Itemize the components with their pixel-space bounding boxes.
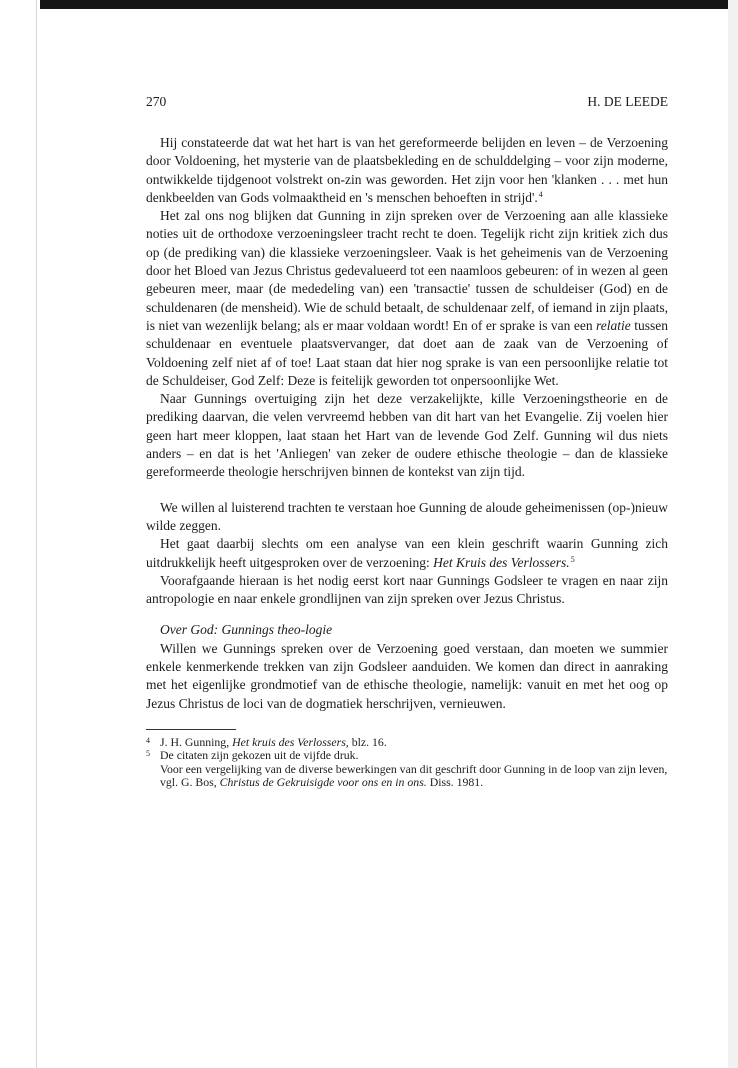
paragraph-3: Naar Gunnings overtuiging zijn het deze verzakelijkte, kille Verzoeningstheorie en de prediking daarvan, die velen vervreemd hebben van dit hart van het Evangelie. Zij voelen hier geen hart meer kloppen, laat staan het Hart van de levende God Zelf. Gunning wil dus niets anders – en dat is het 'Anliegen' van zeker de oudere ethische theologie – dan de klassieke gereformeerde theologie herschrijven binnen de kontekst van zijn tijd.	[146, 391, 668, 480]
emphasis-relatie: relatie	[596, 317, 631, 333]
paragraph-2: Het zal ons nog blijken dat Gunning in zijn spreken over de Verzoening aan alle klassieke noties uit de orthodoxe verzoeningsleer tracht recht te doen. Tegelijk richt zijn kritiek zich dus op (de prediking van) die klassieke verzoeningsleer. Vaak is het geheimenis van de Verzoening door het Bloed van Jezus Christus gedevalueerd tot een naamloos gebeuren: of in wezen al geen gebeuren meer, maar (de mededeling van) een 'transactie' tussen de schuldeiser (God) en de schuldenaren (de mensheid). Wie de schuld betaalt, de schuldenaar zelf, of iemand in zijn plaats, is niet van wezenlijk belang; als er maar voldaan wordt! En of er sprake is van een relatie tussen schuldenaar en eventuele plaatsvervanger, dat doet aan de zaak van de Verzoening of Voldoening zelf niet af of toe! Laat staan dat hier nog sprake is van een persoonlijke relatie tot de Schuldeiser, God Zelf: Deze is feitelijk geworden tot onpersoonlijke Wet.	[146, 208, 668, 388]
note-ref-5: 5	[570, 554, 575, 564]
footnote-rule	[146, 729, 236, 730]
running-head	[146, 94, 668, 116]
paragraph-7: Willen we Gunnings spreken over de Verzoening goed verstaan, dan moeten we summier enkele kenmerkende trekken van zijn Godsleer aanduiden. We komen dan direct in aanraking met het eigenlijke grondmotief van de ethische theologie, namelijk: vanuit en met het oog op Jezus Christus de loci van de dogmatiek herschrijven, vernieuwen.	[146, 640, 668, 711]
footnote-mark: 5	[146, 749, 150, 759]
footnote-5: 5 De citaten zijn gekozen uit de vijfde druk.	[146, 748, 359, 763]
section-gap	[146, 608, 668, 621]
running-title: H. DE LEEDE	[587, 94, 668, 109]
scan-left-edge	[36, 0, 37, 1068]
footnote-mark: 4	[146, 735, 150, 745]
section-heading: Over God: Gunnings theo-logie	[160, 622, 333, 638]
footnote-4: 4 J. H. Gunning, Het kruis des Verlossers, blz. 16.	[146, 734, 387, 749]
footnotes	[146, 736, 668, 790]
paragraph-4: We willen al luisterend trachten te verstaan hoe Gunning de aloude geheimenissen (op-)nieuw wilde zeggen.	[146, 499, 668, 533]
footnote-5-continuation: Voor een vergelijking van de diverse bewerkingen van dit geschrift door Gunning in de loop van zijn leven, vgl. G. Bos, Christus de Gekruisigde voor ons en in ons. Diss. 1981.	[160, 761, 668, 790]
scan-top-edge	[40, 0, 738, 9]
page-number: 270	[146, 94, 167, 109]
book-title: Het Kruis des Verlossers.	[433, 554, 570, 570]
body-text	[146, 134, 668, 713]
paragraph-1: Hij constateerde dat wat het hart is van het gereformeerde belijden en leven – de Verzoening door Voldoening, het mysterie van de plaatsbekleding en de schulddelging – voor zijn moderne, ontwikkelde tijdgenoot volstrekt on-zin was geworden. Het zijn voor hen 'klanken . . . met hun denkbeelden van Gods volmaaktheid en 's menschen behoeften in strijd'.$^4$	[146, 135, 668, 205]
paragraph-6: Voorafgaande hieraan is het nodig eerst kort naar Gunnings Godsleer te vragen en naar zijn antropologie en naar enkele grondlijnen van zijn spreken over Jezus Christus.	[146, 572, 668, 607]
scan-right-edge	[728, 0, 738, 1068]
page-content	[146, 94, 668, 790]
paragraph-5: Het gaat daarbij slechts om een analyse van een klein geschrift waarin Gunning zich uitdrukkelijk heeft uitgesproken over de verzoening: Het Kruis des Verlossers.$^5$	[146, 536, 668, 570]
section-gap	[146, 482, 668, 499]
note-ref-4: 4	[538, 189, 543, 199]
